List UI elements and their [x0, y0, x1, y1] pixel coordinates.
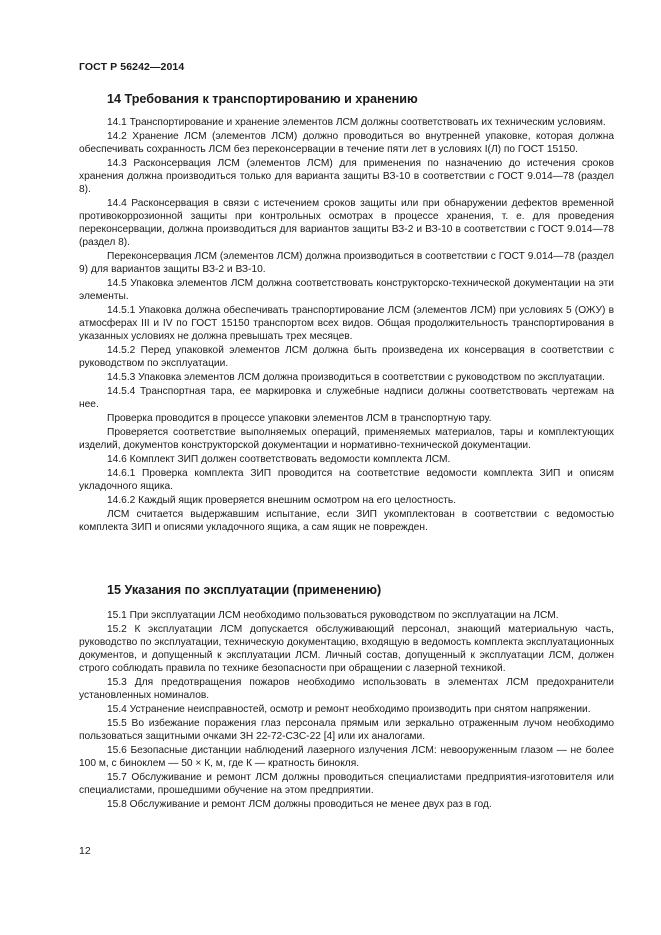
- paragraph-14-3: 14.3 Расконсервация ЛСМ (элементов ЛСМ) для применения по назначению до истечения сроков хранения должна производиться только для варианта защиты ВЗ-10 в соответствии с ГОСТ 9.014—78 (раздел 8).: [79, 157, 614, 196]
- document-id-header: ГОСТ Р 56242—2014: [79, 61, 185, 73]
- paragraph-14-6-2: 14.6.2 Каждый ящик проверяется внешним осмотром на его целостность.: [107, 494, 456, 506]
- section-14-heading: 14 Требования к транспортированию и хранению: [107, 92, 418, 106]
- paragraph-14-5-4: 14.5.4 Транспортная тара, ее маркировка и служебные надписи должны соответствовать чертежам на нее.: [79, 385, 614, 410]
- section-14-body: [79, 116, 614, 534]
- paragraph-14-5-4-check: Проверка проводится в процессе упаковки элементов ЛСМ в транспортную тару.: [107, 412, 492, 424]
- paragraph-14-5-3: 14.5.3 Упаковка элементов ЛСМ должна производиться в соответствии с руководством по эксплуатации.: [107, 372, 605, 384]
- section-15-body: [79, 609, 614, 811]
- paragraph-15-7: 15.7 Обслуживание и ремонт ЛСМ должны проводиться специалистами предприятия-изготовителя или специалистами, прошедшими обучение на этом предприятии.: [79, 771, 614, 796]
- paragraph-14-5: 14.5 Упаковка элементов ЛСМ должна соответствовать конструкторско-технической документации на эти элементы.: [79, 278, 614, 303]
- paragraph-15-3: 15.3 Для предотвращения пожаров необходимо использовать в элементах ЛСМ предохранители установленных номиналов.: [79, 677, 614, 702]
- paragraph-14-6-2-result: ЛСМ считается выдержавшим испытание, если ЗИП укомплектован в соответствии с ведомостью комплекта ЗИП и описями укладочного ящика, а сам ящик не поврежден.: [79, 508, 614, 533]
- paragraph-14-4: 14.4 Расконсервация в связи с истечением сроков защиты или при обнаружении дефектов временной противокоррозионной защиты при контрольных осмотрах в процессе хранения, т. е. для проведения переконсервации, должна производиться для вариантов защиты ВЗ-2 и ВЗ-10 в соответствии с ГОСТ 9.014—78 (раздел 8).: [79, 197, 614, 249]
- paragraph-14-5-1: 14.5.1 Упаковка должна обеспечивать транспортирование ЛСМ (элементов ЛСМ) при условиях 5 (ОЖУ) в атмосферах III и IV по ГОСТ 15150 транспортом всех видов. Общая продолжительность транспортирования в указанных условиях не должна превышать трех месяцев.: [79, 305, 614, 343]
- paragraph-14-5-4-verify: Проверяется соответствие выполняемых операций, применяемых материалов, тары и комплектующих изделий, документов конструкторской документации и нормативно-технической документации.: [79, 426, 614, 451]
- paragraph-14-6-1: 14.6.1 Проверка комплекта ЗИП проводится на соответствие ведомости комплекта ЗИП и описям укладочного ящика.: [79, 467, 614, 492]
- paragraph-15-2: 15.2 К эксплуатации ЛСМ допускается обслуживающий персонал, знающий материальную часть, руководство по эксплуатации, техническую документацию, входящую в ведомость комплекта эксплуатационных документов, и допущенный к эксплуатации ЛСМ. Личный состав, допущенный к эксплуатации ЛСМ, должен строго соблюдать правила по технике безопасности при обращении с лазерной техникой.: [79, 623, 614, 675]
- page-number: 12: [79, 845, 91, 857]
- paragraph-15-8: 15.8 Обслуживание и ремонт ЛСМ должны проводиться не менее двух раз в год.: [107, 798, 492, 810]
- paragraph-14-6: 14.6 Комплект ЗИП должен соответствовать ведомости комплекта ЛСМ.: [107, 453, 451, 465]
- paragraph-15-1: 15.1 При эксплуатации ЛСМ необходимо пользоваться руководством по эксплуатации на ЛСМ.: [107, 610, 559, 621]
- paragraph-14-1: 14.1 Транспортирование и хранение элементов ЛСМ должны соответствовать их техническим условиям.: [107, 117, 606, 128]
- paragraph-14-5-2: 14.5.2 Перед упаковкой элементов ЛСМ должна быть произведена их консервация в соответствии с руководством по эксплуатации.: [79, 345, 614, 370]
- paragraph-14-2: 14.2 Хранение ЛСМ (элементов ЛСМ) должно проводиться во внутренней упаковке, которая должна обеспечивать сохранность ЛСМ без переконсервации в течение пяти лет в условиях I(Л) по ГОСТ 15150.: [79, 130, 614, 155]
- paragraph-15-5: 15.5 Во избежание поражения глаз персонала прямым или зеркально отраженным лучом необходимо пользоваться защитными очками ЗН 22-72-СЗС-22 [4] или их аналогами.: [79, 717, 614, 742]
- section-15-heading: 15 Указания по эксплуатации (применению): [107, 583, 382, 597]
- paragraph-15-4: 15.4 Устранение неисправностей, осмотр и ремонт необходимо производить при снятом напряжении.: [107, 704, 591, 715]
- paragraph-14-4-reconservation: Переконсервация ЛСМ (элементов ЛСМ) должна производиться в соответствии с ГОСТ 9.014—78 (раздел 9) для вариантов защиты ВЗ-2 и ВЗ-10.: [79, 251, 614, 276]
- paragraph-15-6: 15.6 Безопасные дистанции наблюдений лазерного излучения ЛСМ: невооруженным глазом — не более 100 м, с биноклем — 50 × К, м, где К — кратность бинокля.: [79, 744, 614, 769]
